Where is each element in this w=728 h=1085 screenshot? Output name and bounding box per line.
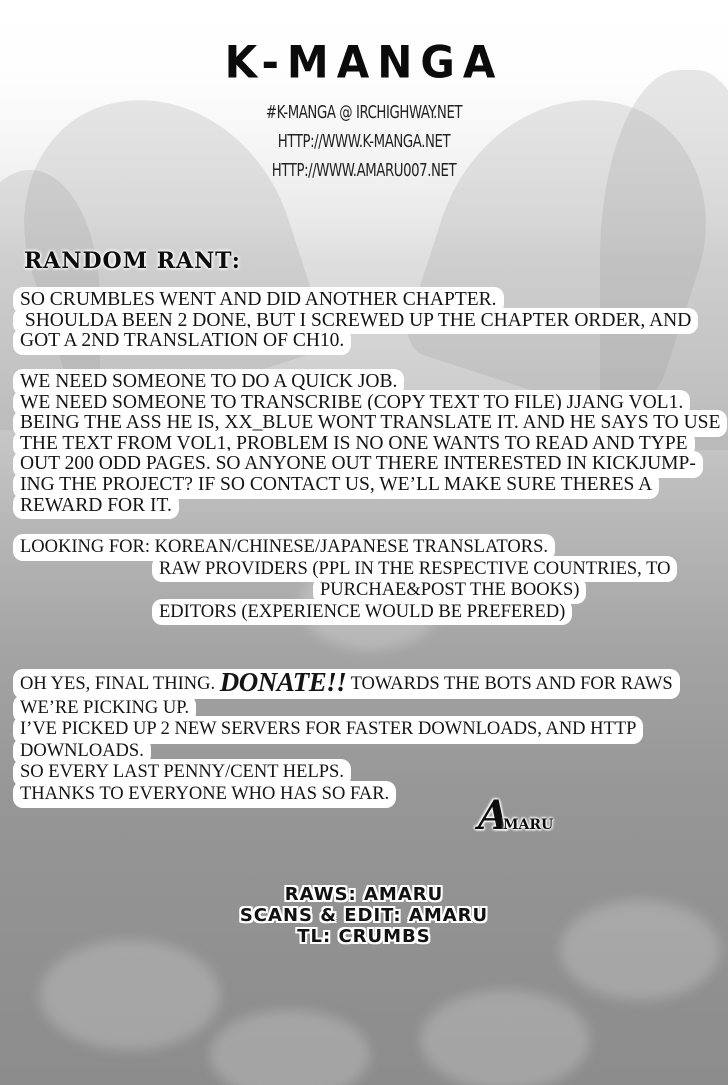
text-line: SHOULDA BEEN 2 DONE, BUT I SCREWED UP THE CHAPTER ORDER, AND [16, 311, 695, 332]
text-fragment: TOWARDS THE BOTS AND FOR RAWS [350, 674, 673, 694]
text-line: WE NEED SOMEONE TO DO A QUICK JOB. [16, 372, 401, 393]
text-line: SO EVERY LAST PENNY/CENT HELPS. [16, 762, 348, 784]
rant-paragraph-2 [16, 372, 724, 516]
group-logo: K-MANGA [224, 36, 504, 89]
contact-links [0, 98, 728, 185]
looking-for-item: KOREAN/CHINESE/JAPANESE TRANSLATORS. [154, 537, 549, 557]
credit-raws: RAWS: AMARU [284, 884, 444, 905]
amaru007-website-link[interactable]: HTTP://WWW.AMARU007.NET [271, 160, 457, 181]
looking-for-label: LOOKING FOR: [20, 537, 151, 557]
rant-paragraph-1 [16, 290, 695, 352]
donate-line [16, 667, 677, 697]
text-line: GOT A 2ND TRANSLATION OF CH10. [16, 331, 348, 352]
text-fragment: OH YES, FINAL THING. [20, 674, 216, 694]
text-line: THANKS TO EVERYONE WHO HAS SO FAR. [16, 784, 393, 806]
text-line: BEING THE ASS HE IS, XX_BLUE WONT TRANSLATE IT. AND HE SAYS TO USE [16, 413, 724, 434]
looking-for-line [16, 537, 552, 558]
text-line: WE NEED SOMEONE TO TRANSCRIBE (COPY TEXT TO FILE) JJANG VOL1. [16, 393, 687, 414]
donate-paragraph [16, 667, 677, 805]
amaru-signature [478, 792, 553, 839]
signature-initial: A [478, 792, 510, 839]
k-manga-website-link[interactable]: HTTP://WWW.K-MANGA.NET [277, 131, 451, 152]
text-line: DOWNLOADS. [16, 741, 148, 763]
credit-scans-edit: SCANS & EDIT: AMARU [239, 905, 489, 926]
background-texture [420, 990, 590, 1085]
background-texture [210, 1010, 370, 1085]
text-line: OUT 200 ODD PAGES. SO ANYONE OUT THERE INTERESTED IN KICKJUMP- [16, 454, 700, 475]
text-line: ING THE PROJECT? IF SO CONTACT US, WE’LL MAKE SURE THERES A [16, 475, 656, 496]
credit-translation: TL: CRUMBS [297, 926, 431, 947]
text-line: REWARD FOR IT. [16, 496, 176, 517]
looking-for-item: RAW PROVIDERS (PPL IN THE RESPECTIVE COUNTRIES, TO [155, 559, 674, 580]
looking-for-item: EDITORS (EXPERIENCE WOULD BE PREFERED) [155, 602, 569, 623]
signature-rest: MARU [503, 817, 554, 833]
donate-callout: DONATE!! [219, 667, 347, 697]
text-line: I’VE PICKED UP 2 NEW SERVERS FOR FASTER DOWNLOADS, AND HTTP [16, 719, 640, 741]
background-texture [40, 940, 220, 1050]
text-line: WE’RE PICKING UP. [16, 698, 193, 720]
text-line: THE TEXT FROM VOL1, PROBLEM IS NO ONE WANTS TO READ AND TYPE [16, 434, 692, 455]
irc-channel-link[interactable]: #K-MANGA @ IRCHIGHWAY.NET [265, 102, 463, 123]
text-line: SO CRUMBLES WENT AND DID ANOTHER CHAPTER. [16, 290, 501, 311]
looking-for-item: PURCHAE&POST THE BOOKS) [316, 580, 583, 601]
looking-for-list [16, 537, 674, 623]
staff-credits [0, 884, 728, 947]
rant-heading: RANDOM RANT: [24, 248, 241, 274]
